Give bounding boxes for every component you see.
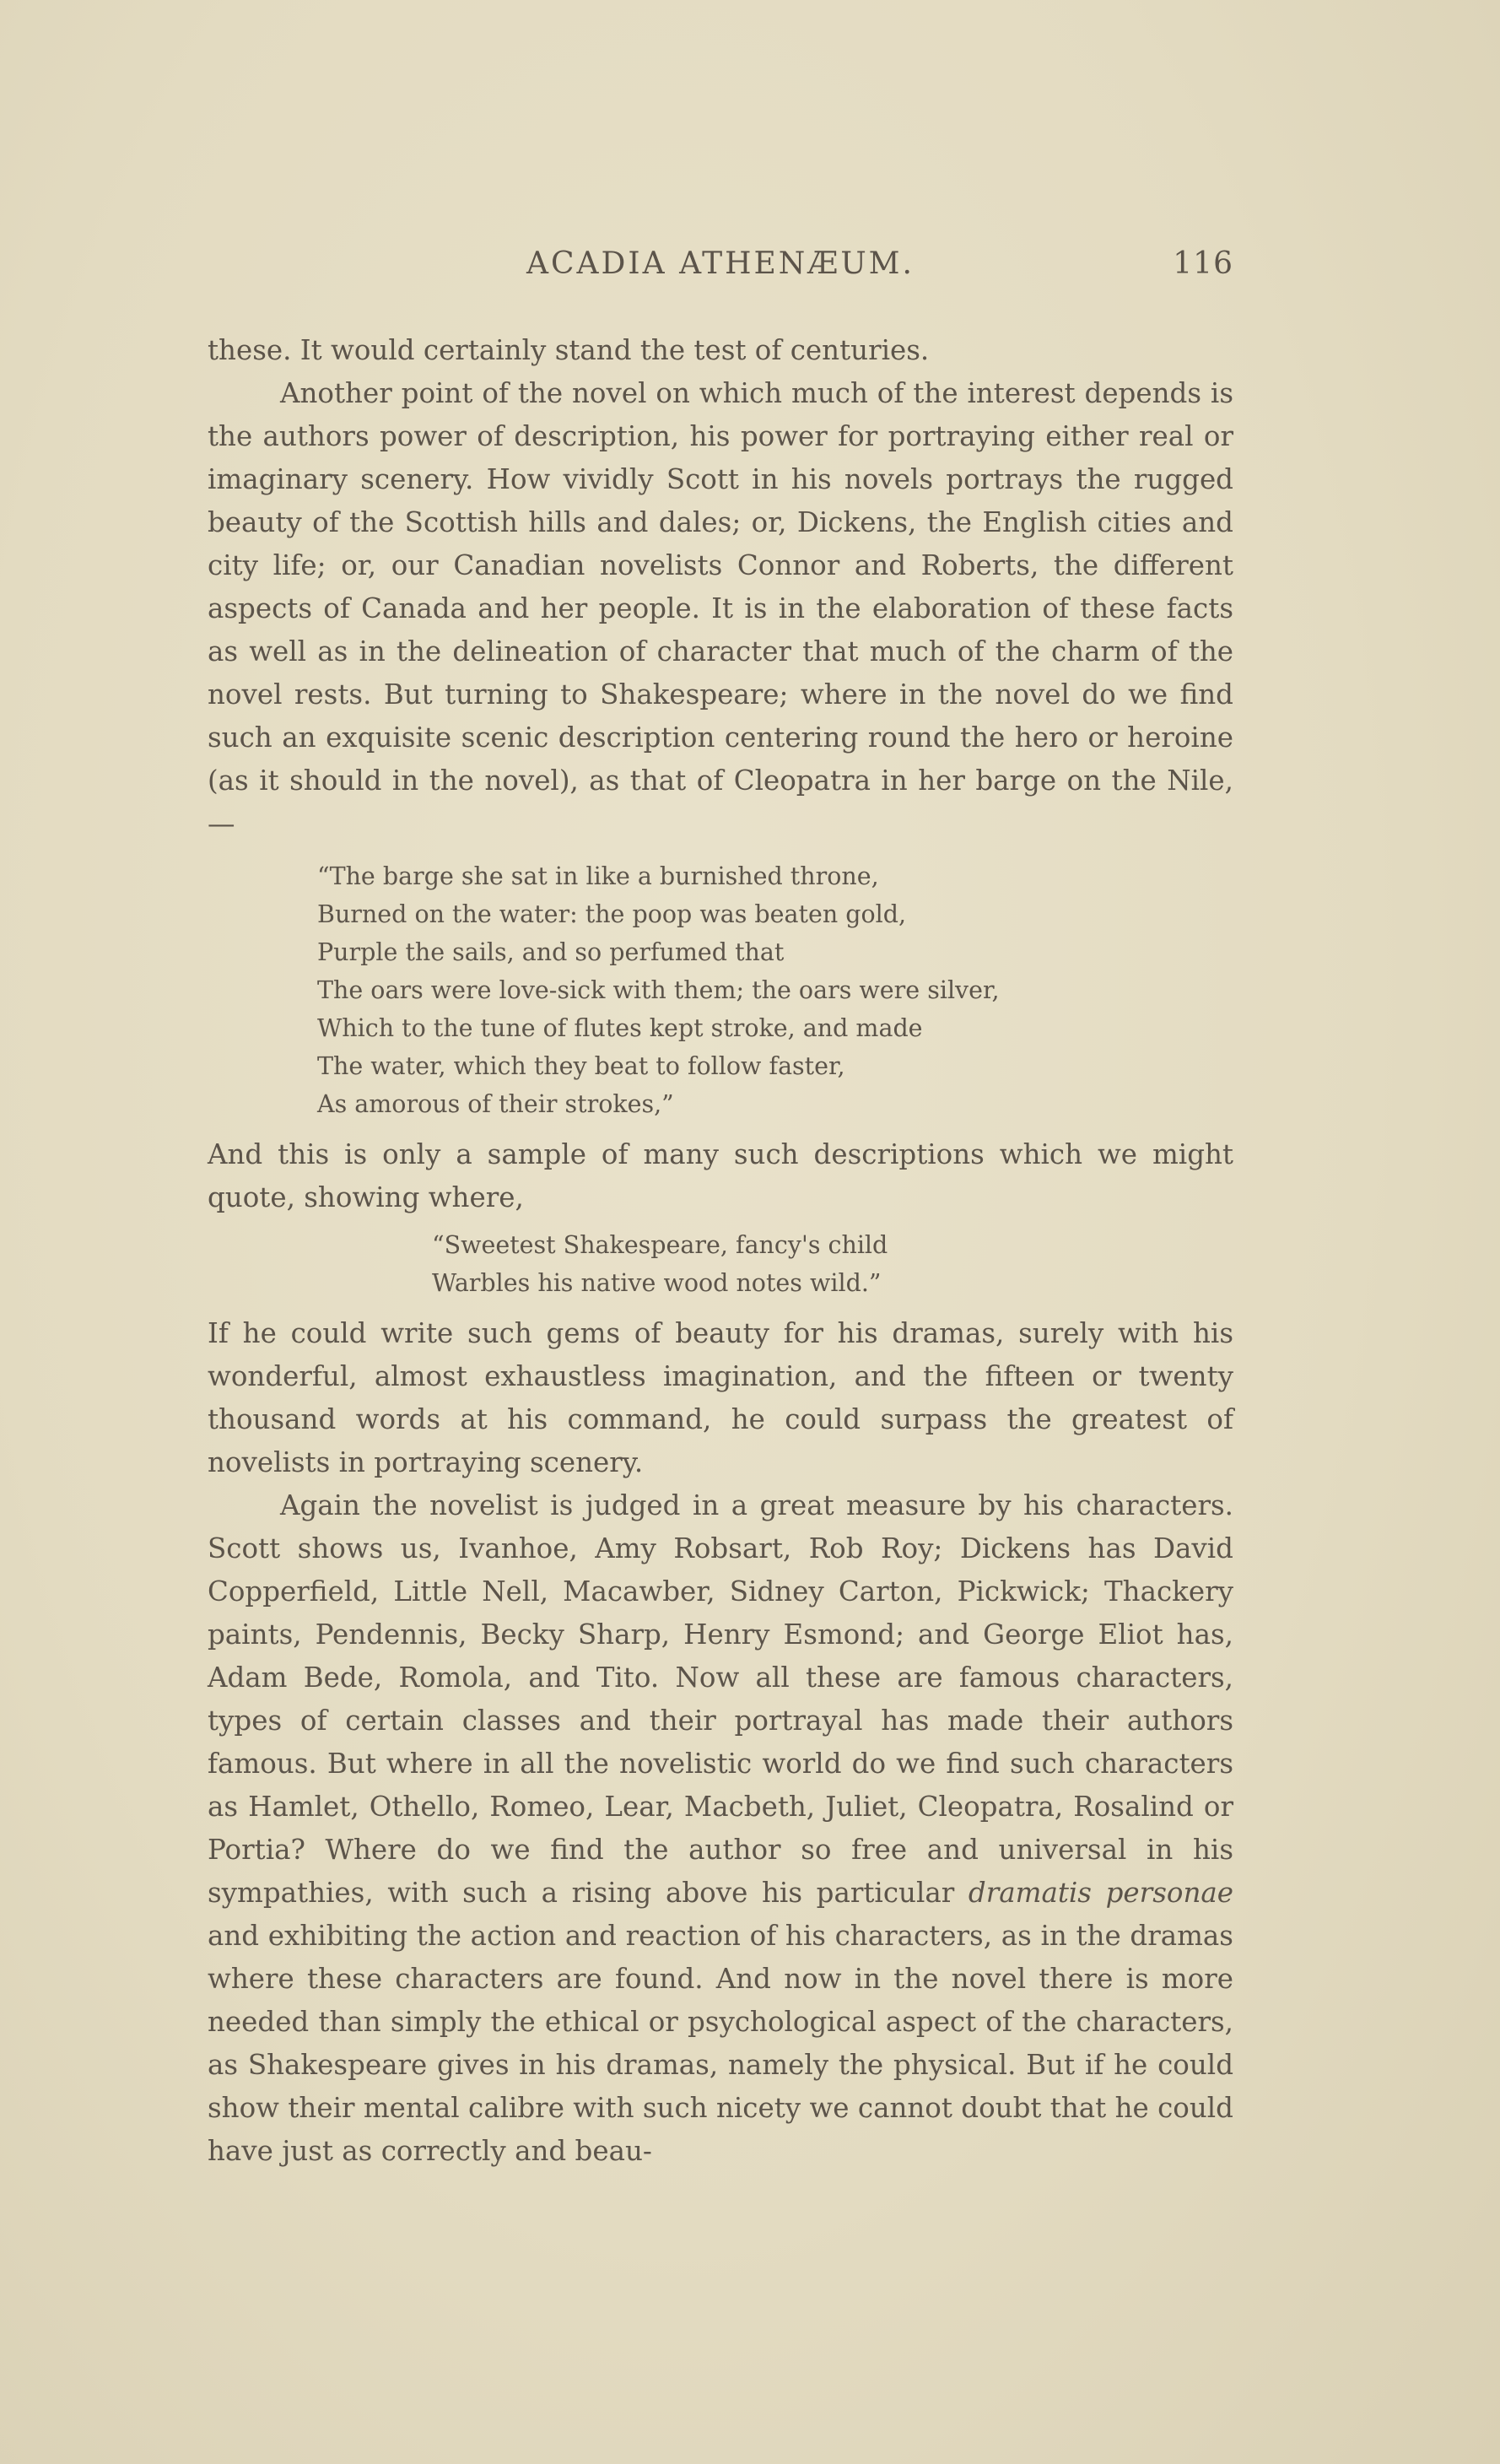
- verse-line: As amorous of their strokes,”: [317, 1090, 674, 1118]
- verse-line: Warbles his native wood notes wild.”: [432, 1269, 882, 1297]
- paragraph-description: Another point of the novel on which much of the interest depends is the authors power of description, his power for portraying either real or imaginary scenery. How vividly Scott in his novels portrays the rugged beauty of the Scottish hills and dales; or, Dickens, the English cities and city life; or, our Canadian novelists Connor and Roberts, the different aspects of Canada and her people. It is in the elaboration of these facts as well as in the delineation of character that much of the charm of the novel rests. But turning to Shakespeare; where in the novel do we find such an exquisite scenic description centering round the hero or heroine (as it should in the novel), as that of Cleopatra in her barge on the Nile,—: [208, 377, 1233, 840]
- italic-dramatis-personae: dramatis personae: [968, 1877, 1233, 1909]
- page-number: 116: [1173, 246, 1233, 281]
- verse-quote-cleopatra: [208, 857, 1233, 1123]
- paragraph-sample: And this is only a sample of many such descriptions which we might quote, showing where,: [208, 1138, 1233, 1213]
- body-text: [208, 329, 1233, 2173]
- verse-quote-milton: [208, 1226, 1233, 1302]
- paragraph-characters-text: Again the novelist is judged in a great measure by his characters. Scott shows us, Ivanhoe, Amy Robsart, Rob Roy; Dickens has David Copperfield, Little Nell, Macawber, Sidney Carton, Pickwick; Thackery paints, Pendennis, Becky Sharp, Henry Esmond; and George Eliot has, Adam Bede, Romola, and Tito. Now all these are famous characters, types of certain classes and their portrayal has made their authors famous. But where in all the novelistic world do we find such characters as Hamlet, Othello, Romeo, Lear, Macbeth, Juliet, Cleopatra, Rosalind or Portia? Where do we find the author so free and universal in his sympathies, with such a rising above his particular: [208, 1489, 1233, 1909]
- verse-line: “The barge she sat in like a burnished throne,: [317, 862, 879, 890]
- verse-line: Purple the sails, and so perfumed that: [317, 938, 785, 966]
- paragraph-characters-end: and exhibiting the action and reaction of his characters, as in the dramas where these characters are found. And now in the novel there is more needed than simply the ethical or psychological aspect of the characters, as Shakespeare gives in his dramas, namely the physical. But if he could show their mental calibre with such nicety we cannot doubt that he could have just as correctly and beau-: [208, 1920, 1233, 2167]
- paragraph-gems: If he could write such gems of beauty for his dramas, surely with his wonderful, almost exhaustless imagination, and the fifteen or twenty thousand words at his command, he could surpass the greatest of novelists in portraying scenery.: [208, 1317, 1233, 1478]
- verse-line: The water, which they beat to follow faster,: [317, 1052, 845, 1080]
- verse-line: “Sweetest Shakespeare, fancy's child: [432, 1231, 888, 1259]
- page-header: [208, 246, 1233, 289]
- verse-line: The oars were love-sick with them; the oars were silver,: [317, 976, 1000, 1004]
- paragraph-continuation: these. It would certainly stand the test of centuries.: [208, 334, 930, 366]
- paragraph-characters: [208, 1484, 1233, 2173]
- verse-line: Burned on the water: the poop was beaten gold,: [317, 900, 907, 928]
- verse-line: Which to the tune of flutes kept stroke, and made: [317, 1014, 923, 1042]
- running-title: ACADIA ATHENÆUM.: [526, 246, 915, 281]
